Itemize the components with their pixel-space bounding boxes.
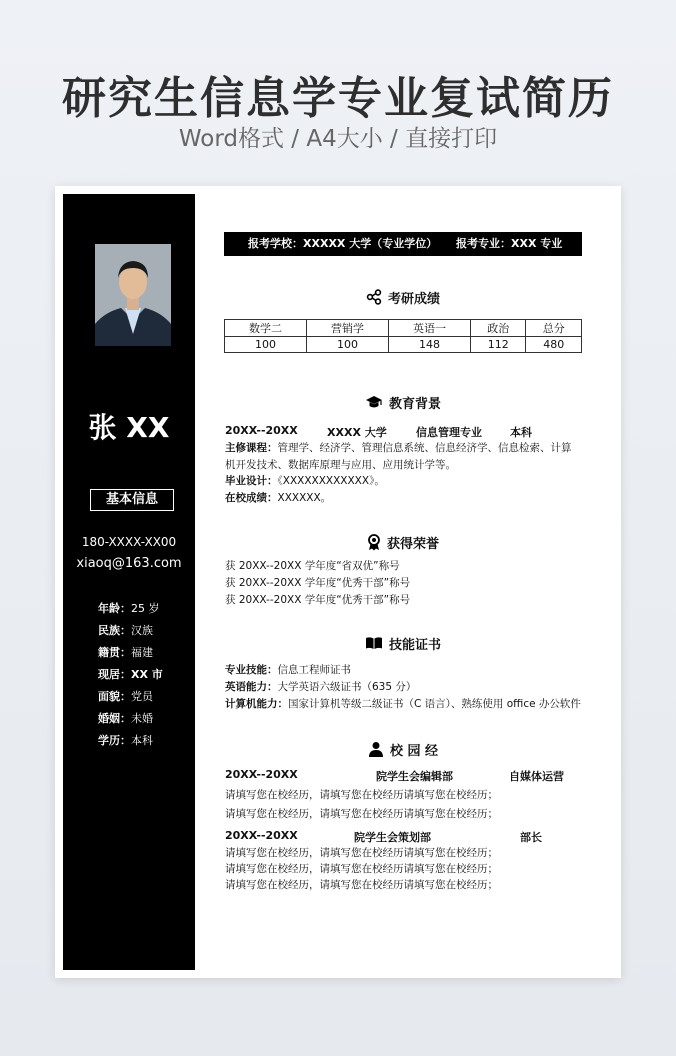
skill-english: 英语能力：大学英语六级证书（635 分）: [225, 681, 417, 693]
scores-header-row: [225, 320, 582, 337]
target-major: 报考专业：XXX 专业: [456, 237, 563, 250]
education-thesis: 毕业设计：《XXXXXXXXXXXX》。: [225, 475, 385, 487]
section-scores-heading: [224, 288, 582, 306]
score-header: 营销学: [307, 320, 389, 337]
section-honors-title: 获得荣誉: [386, 536, 439, 552]
share-icon: [366, 289, 382, 305]
section-scores-title: 考研成绩: [387, 291, 440, 307]
info-education: 学历：本科: [98, 734, 153, 747]
open-book-icon: [365, 636, 383, 650]
score-value: 100: [307, 337, 389, 353]
campus-role: 部长: [520, 831, 542, 844]
basic-info-label: 基本信息: [90, 489, 174, 511]
personal-info-list: [98, 601, 163, 755]
scores-value-row: [225, 337, 582, 353]
info-marital: 婚姻：未婚: [98, 712, 153, 725]
education-major: 信息管理专业: [416, 426, 482, 439]
section-honors-heading: [224, 533, 582, 551]
section-education-heading: [224, 393, 582, 411]
education-period: 20XX--20XX: [225, 424, 298, 437]
honor-item: 获 20XX--20XX 学年度“优秀干部”称号: [225, 577, 411, 589]
score-header: 英语一: [389, 320, 471, 337]
email-address: xiaoq@163.com: [76, 556, 182, 571]
campus-org: 院学生会编辑部: [376, 770, 453, 783]
score-value: 112: [471, 337, 526, 353]
honor-item: 获 20XX--20XX 学年度“优秀干部”称号: [225, 594, 411, 606]
candidate-name: 张 XX: [88, 411, 170, 444]
education-grade: 在校成绩：XXXXXX。: [225, 492, 332, 504]
section-skills-heading: [224, 634, 582, 652]
campus-detail-line: 请填写您在校经历，请填写您在校经历请填写您在校经历；: [225, 847, 498, 859]
info-hometown: 籍贯：福建: [98, 646, 153, 659]
section-campus-title: 校 园 经: [389, 743, 439, 759]
scores-table: [224, 319, 582, 353]
campus-role: 自媒体运营: [509, 770, 564, 783]
skill-professional: 专业技能：信息工程师证书: [225, 664, 351, 676]
score-header: 政治: [471, 320, 526, 337]
score-value: 480: [526, 337, 582, 353]
score-value: 100: [225, 337, 307, 353]
campus-detail-line: 请填写您在校经历，请填写您在校经历请填写您在校经历；: [225, 879, 498, 891]
campus-detail-line: 请填写您在校经历，请填写您在校经历请填写您在校经历；: [225, 789, 498, 801]
section-education-title: 教育背景: [388, 396, 441, 412]
campus-org: 院学生会策划部: [354, 831, 431, 844]
score-header: 总分: [526, 320, 582, 337]
phone-number: 180-XXXX-XX00: [81, 535, 177, 549]
info-residence: 现居：XX 市: [98, 668, 163, 681]
honor-item: 获 20XX--20XX 学年度“省双优”称号: [225, 560, 400, 572]
graduation-cap-icon: [365, 394, 383, 410]
page-title: 研究生信息学专业复试简历: [62, 73, 614, 124]
info-age: 年龄：25 岁: [98, 602, 160, 615]
campus-detail-line: 请填写您在校经历，请填写您在校经历请填写您在校经历；: [225, 863, 498, 875]
education-school: XXXX 大学: [327, 426, 387, 439]
score-value: 148: [389, 337, 471, 353]
education-courses: 主修课程：管理学、经济学、管理信息系统、信息经济学、信息检索、计算机开发技术、数据库原理与应用、应用统计学等。: [225, 442, 572, 471]
section-campus-heading: [224, 740, 582, 758]
info-ethnicity: 民族：汉族: [98, 624, 153, 637]
profile-photo: [95, 244, 171, 346]
resume-sidebar: [63, 194, 195, 970]
campus-period: 20XX--20XX: [225, 768, 298, 781]
info-political: 面貌：党员: [98, 690, 153, 703]
campus-period: 20XX--20XX: [225, 829, 298, 842]
education-degree: 本科: [510, 426, 532, 439]
page-subtitle: Word格式 / A4大小 / 直接打印: [178, 126, 498, 152]
award-medal-icon: [367, 534, 381, 551]
campus-detail-line: 请填写您在校经历，请填写您在校经历请填写您在校经历；: [225, 808, 498, 820]
section-skills-title: 技能证书: [388, 637, 441, 653]
person-icon: [368, 741, 384, 757]
score-header: 数学二: [225, 320, 307, 337]
skill-computer: 计算机能力：国家计算机等级二级证书（C 语言）、熟练使用 office 办公软件: [225, 698, 581, 710]
target-school: 报考学校：XXXXX 大学（专业学位）: [248, 237, 438, 250]
application-banner: [224, 232, 582, 256]
